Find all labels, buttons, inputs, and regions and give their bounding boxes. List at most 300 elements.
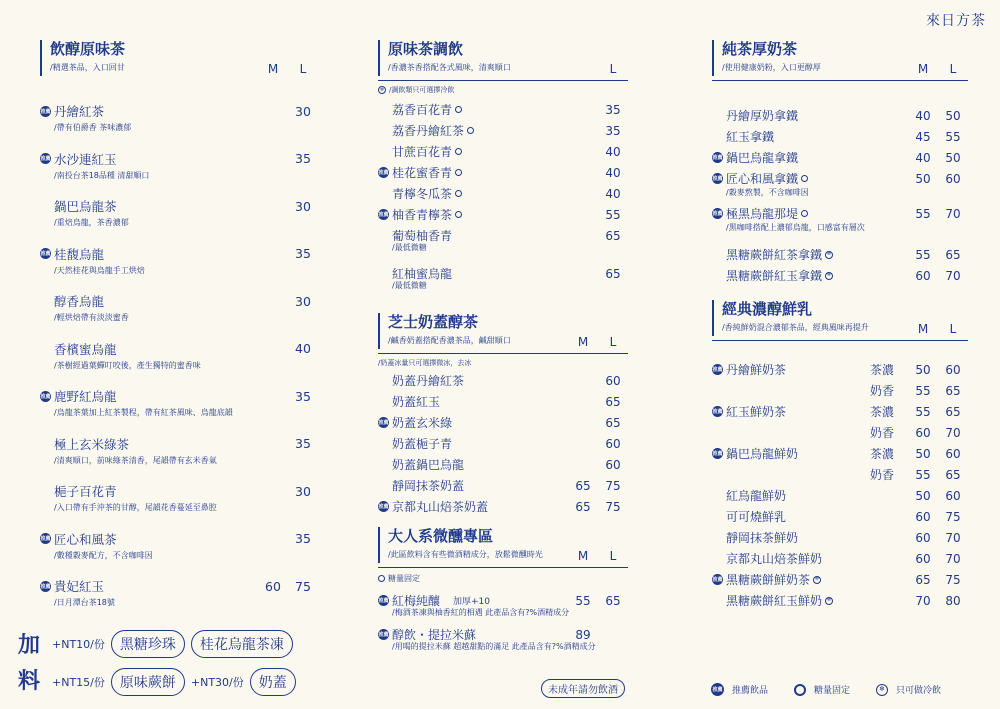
item-name-text: 紅柚蜜烏龍 <box>392 267 453 281</box>
item-price: 60 <box>915 425 931 440</box>
item-name-text: 桂花蜜香青 <box>392 166 453 180</box>
item-name-text: 京都丸山焙茶鮮奶 <box>726 552 823 566</box>
item-name <box>392 592 568 609</box>
item-name-text: 丹繪鮮奶茶 <box>726 363 787 377</box>
item-price: 35 <box>295 531 311 546</box>
item-name <box>392 626 568 643</box>
menu-item[interactable] <box>378 120 628 141</box>
item-price: 60 <box>605 436 621 451</box>
menu-item[interactable] <box>40 245 318 263</box>
menu-block <box>40 150 318 198</box>
item-price: 70 <box>945 551 961 566</box>
menu-item[interactable] <box>712 203 968 224</box>
item-description: /日月潭台茶18號 <box>54 598 115 607</box>
item-mark <box>712 208 726 219</box>
item-name <box>726 529 908 546</box>
menu-item[interactable] <box>712 506 968 527</box>
recommend-icon: 推薦 <box>378 629 389 640</box>
item-price: 30 <box>295 103 311 119</box>
recommend-icon: 推薦 <box>378 417 389 428</box>
item-mark <box>712 448 726 459</box>
menu-item[interactable] <box>712 485 968 506</box>
item-name-text: 鍋巴烏龍鮮奶 <box>726 447 799 461</box>
cold-only-icon: ❄ <box>814 576 820 582</box>
item-price: 60 <box>915 509 931 524</box>
addon-label-2: 料 <box>18 669 41 694</box>
item-mark <box>40 106 54 117</box>
item-name-text: 黑糖蕨餅紅玉鮮奶 <box>726 594 823 608</box>
item-description: /烏龍茶葉加上紅茶製程，帶有紅茶風味、烏龍底韻 <box>54 408 233 417</box>
item-price: 60 <box>915 551 931 566</box>
item-price: 60 <box>915 530 931 545</box>
recommend-icon: 推薦 <box>40 248 51 259</box>
item-price: 65 <box>605 415 621 430</box>
menu-item[interactable] <box>40 482 318 500</box>
item-price: 30 <box>295 293 311 309</box>
item-price: 65 <box>605 394 621 409</box>
item-name <box>726 267 908 284</box>
item-name-text: 黑糖蕨餅紅茶拿鐵 <box>726 248 823 262</box>
recommend-icon: 推薦 <box>712 574 723 585</box>
section-header <box>378 527 628 563</box>
age-warning: 未成年請勿飲酒 <box>541 679 625 698</box>
menu-item[interactable] <box>40 197 318 215</box>
item-name <box>726 403 908 420</box>
menu-item[interactable] <box>712 569 968 590</box>
section-note: ❄ /調飲類只可選擇冷飲 <box>379 86 455 94</box>
menu-item[interactable] <box>712 359 968 380</box>
item-price: 70 <box>945 425 961 440</box>
item-name-text: 桂馥烏龍 <box>54 246 105 262</box>
recommend-icon: 推薦 <box>40 153 51 164</box>
item-price: 40 <box>605 186 621 201</box>
item-name <box>726 149 908 166</box>
item-name-text: 黑糖蕨餅紅玉拿鐵 <box>726 269 823 283</box>
item-name <box>392 372 568 389</box>
menu-item[interactable] <box>378 624 628 645</box>
recommend-icon: 推薦 <box>712 173 723 184</box>
recommend-icon: 推薦 <box>378 209 389 220</box>
item-name-text: 紅玉鮮奶茶 <box>726 405 787 419</box>
item-option: 茶濃 <box>869 405 894 419</box>
item-mark <box>40 153 54 164</box>
item-name-text: 靜岡抹茶奶蓋 <box>392 479 465 493</box>
item-name <box>392 477 568 494</box>
item-option: 茶濃 <box>869 447 894 461</box>
menu-item[interactable] <box>378 454 628 475</box>
item-name-text: 醇香烏龍 <box>54 294 105 309</box>
item-name-text: 奶蓋鍋巴烏龍 <box>392 458 465 472</box>
item-price: 75 <box>295 578 311 594</box>
menu-item[interactable] <box>712 422 968 443</box>
item-price: 65 <box>945 404 961 419</box>
addon-item[interactable]: 桂花烏龍茶凍 <box>191 630 293 658</box>
item-name-text: 荔香百花青 <box>392 103 453 117</box>
item-price: 55 <box>945 129 961 144</box>
section-title: 飲醇原味茶 <box>50 40 126 58</box>
legend-recommend: 推薦 推薦飲品 <box>711 683 768 696</box>
section-subtitle: /香純鮮奶混合濃郁茶品，經典風味再提升 <box>722 323 869 332</box>
section-note: 糖量固定 <box>378 573 628 584</box>
menu-item[interactable] <box>712 527 968 548</box>
recommend-icon: 推薦 <box>378 501 389 512</box>
menu-item[interactable] <box>712 464 968 485</box>
menu-item[interactable] <box>378 162 628 183</box>
item-name <box>54 482 258 500</box>
sugar-fixed-icon <box>801 175 808 182</box>
item-description: /最低微糖 <box>392 281 427 290</box>
menu-block <box>40 102 318 150</box>
section-header <box>712 40 968 76</box>
item-price: 55 <box>575 593 591 608</box>
item-name <box>54 435 258 453</box>
menu-list <box>712 105 968 286</box>
item-name-text: 奶蓋丹繪紅茶 <box>392 374 465 388</box>
menu-item[interactable] <box>40 530 318 548</box>
item-name <box>726 246 908 263</box>
item-price: 70 <box>945 268 961 283</box>
item-name <box>392 435 568 452</box>
cold-only-icon: ❄ <box>826 272 832 278</box>
section-title: 經典濃醇鮮乳 <box>722 300 813 318</box>
size-header: M L <box>917 322 957 336</box>
item-price: 35 <box>295 246 311 261</box>
item-price: 30 <box>295 198 311 214</box>
item-name-text: 鹿野紅烏龍 <box>54 389 117 404</box>
menu-block <box>40 530 318 578</box>
menu-item[interactable] <box>378 225 628 246</box>
sugar-fixed-icon <box>378 575 385 582</box>
item-price: 65 <box>575 499 591 514</box>
section-adult <box>378 527 628 658</box>
item-name <box>54 150 258 168</box>
item-name-text: 丹繪厚奶拿鐵 <box>726 109 799 123</box>
recommend-icon: 推薦 <box>712 208 723 219</box>
item-mark <box>40 581 54 592</box>
item-name <box>392 206 598 223</box>
legend-sugar-fixed: 糖量固定 <box>794 683 850 696</box>
item-name-text: 黑糖蕨餅鮮奶茶 <box>726 573 811 587</box>
item-name-text: 丹繪紅茶 <box>54 104 105 119</box>
item-price: 50 <box>915 446 931 461</box>
item-description: /茶樹經過葉蟬叮咬後，產生獨特的蜜香味 <box>54 360 201 370</box>
menu-item[interactable] <box>712 105 968 126</box>
item-name-text: 紅玉拿鐵 <box>726 130 775 144</box>
item-price: 70 <box>915 593 931 608</box>
recommend-icon: 推薦 <box>40 533 51 544</box>
item-price: 40 <box>605 165 621 180</box>
item-option: 茶濃 <box>869 363 894 377</box>
item-name <box>726 424 908 441</box>
menu-block <box>40 340 318 388</box>
item-option: 奶香 <box>869 426 894 440</box>
menu-block <box>40 482 318 530</box>
item-price: 40 <box>295 341 311 356</box>
item-price: 65 <box>605 228 621 243</box>
cold-only-icon: ❄ <box>876 684 888 696</box>
divider <box>378 353 628 354</box>
item-price: 35 <box>295 151 311 166</box>
sugar-fixed-icon <box>455 211 462 218</box>
item-price: 65 <box>575 478 591 493</box>
item-name-text: 水沙連紅玉 <box>54 151 117 167</box>
item-name <box>726 445 908 462</box>
menu-item[interactable] <box>378 99 628 120</box>
item-price: 70 <box>945 530 961 545</box>
menu-item[interactable] <box>712 590 968 611</box>
addon-item[interactable]: 奶蓋 <box>250 668 296 696</box>
menu-item[interactable] <box>712 168 968 189</box>
item-name <box>392 498 568 515</box>
item-price: 50 <box>915 171 931 186</box>
item-name-text: 甘蔗百花青 <box>392 145 453 159</box>
menu-item[interactable] <box>378 183 628 204</box>
section-header <box>378 40 628 76</box>
menu-item[interactable] <box>378 204 628 225</box>
column-drinks <box>378 40 628 658</box>
menu-item[interactable] <box>378 412 628 433</box>
menu-item[interactable] <box>712 147 968 168</box>
section-subtitle: /香濃茶香搭配各式風味，清爽順口 <box>388 63 511 72</box>
item-mark <box>40 248 54 259</box>
sugar-fixed-icon <box>455 106 462 113</box>
item-extra: 加厚+10 <box>453 597 491 607</box>
size-header: M L <box>577 335 617 349</box>
item-description: /輕烘焙帶有淡淡蜜香 <box>54 313 129 322</box>
item-price: 60 <box>945 362 961 377</box>
section-fresh-milk <box>712 300 968 611</box>
menu-item[interactable] <box>378 496 628 517</box>
addon-price: +NT10/份 <box>52 638 105 651</box>
item-name-text: 奶蓋紅玉 <box>392 395 441 409</box>
item-name-text: 醇飲・提拉米蘇 <box>392 628 477 642</box>
sugar-fixed-icon <box>467 127 474 134</box>
menu-item[interactable] <box>378 590 628 611</box>
item-mark <box>712 406 726 417</box>
item-name-text: 靜岡抹茶鮮奶 <box>726 531 799 545</box>
recommend-icon: 推薦 <box>712 364 723 375</box>
section-title: 純茶厚奶茶 <box>722 40 798 58</box>
item-name <box>726 170 908 187</box>
menu-item[interactable] <box>712 548 968 569</box>
recommend-icon: 推薦 <box>711 683 724 696</box>
menu-list <box>378 370 628 517</box>
item-description: /重焙烏龍，茶香濃郁 <box>54 218 129 227</box>
item-price: 60 <box>915 268 931 283</box>
item-name-text: 青檸冬瓜茶 <box>392 187 453 201</box>
item-mark <box>378 167 392 178</box>
item-name-text: 匠心和風茶 <box>54 531 117 547</box>
item-price: 50 <box>915 488 931 503</box>
section-subtitle: /使用健康奶粉，入口更醇厚 <box>722 63 821 72</box>
menu-item[interactable] <box>40 150 318 168</box>
item-name-text: 可可燒鮮乳 <box>726 510 787 524</box>
item-price: 75 <box>605 499 621 514</box>
item-name-text: 貴妃紅玉 <box>54 579 105 594</box>
item-mark <box>40 391 54 402</box>
item-name <box>392 143 598 160</box>
item-name <box>392 227 598 244</box>
item-description: /天然桂花與烏龍手工烘焙 <box>54 265 145 275</box>
item-price: 65 <box>945 247 961 262</box>
item-price: 65 <box>605 266 621 281</box>
menu-item[interactable] <box>378 370 628 391</box>
addon-section <box>18 626 328 704</box>
item-name-text: 極黑烏龍那堤 <box>726 207 799 221</box>
menu-item[interactable] <box>378 391 628 412</box>
item-mark <box>712 152 726 163</box>
recommend-icon: 推薦 <box>40 391 51 402</box>
addon-item[interactable]: 原味蕨餅 <box>111 668 185 696</box>
menu-item[interactable] <box>40 577 318 595</box>
item-name-text: 鍋巴烏龍拿鐵 <box>726 151 799 165</box>
item-price: 45 <box>915 129 931 144</box>
section-subtitle: /此區飲料含有些微酒精成分，放鬆微醺時光 <box>388 550 543 559</box>
item-name <box>54 530 258 548</box>
divider <box>378 567 628 568</box>
item-description: /數種穀麥配方，不含咖啡因 <box>54 550 153 560</box>
item-price: 75 <box>605 478 621 493</box>
menu-item[interactable] <box>378 433 628 454</box>
spacer <box>378 253 628 263</box>
addon-price: +NT15/份 <box>52 676 105 689</box>
item-price: 55 <box>915 404 931 419</box>
menu-item[interactable] <box>40 387 318 405</box>
item-name <box>726 361 908 378</box>
item-price: 60 <box>605 373 621 388</box>
menu-item[interactable] <box>712 265 968 286</box>
item-mark <box>378 417 392 428</box>
item-price: 35 <box>295 436 311 451</box>
spacer <box>378 291 628 301</box>
item-price: 65 <box>915 572 931 587</box>
item-name <box>54 245 258 263</box>
menu-block <box>40 387 318 435</box>
item-name <box>54 577 258 595</box>
menu-item[interactable] <box>40 292 318 310</box>
item-name-text: 荔香丹繪紅茶 <box>392 124 465 138</box>
item-name <box>392 414 568 431</box>
item-name <box>54 387 258 405</box>
item-name <box>726 205 908 222</box>
menu-block <box>40 435 318 483</box>
item-name-text: 鍋巴烏龍茶 <box>54 199 117 214</box>
item-name-text: 葡萄柚香青 <box>392 229 453 243</box>
menu-item[interactable] <box>40 102 318 120</box>
menu-item[interactable] <box>712 443 968 464</box>
item-name-text: 香檳蜜烏龍 <box>54 341 117 357</box>
item-mark <box>712 364 726 375</box>
menu-block <box>40 292 318 340</box>
recommend-icon: 推薦 <box>378 167 389 178</box>
item-mark <box>378 629 392 640</box>
sugar-fixed-icon <box>455 190 462 197</box>
menu-item[interactable] <box>378 263 628 284</box>
item-name <box>726 382 908 399</box>
section-milk-tea <box>712 40 968 286</box>
menu-item[interactable] <box>712 126 968 147</box>
section-title: 大人系微醺專區 <box>388 527 494 545</box>
item-price: 60 <box>265 578 281 594</box>
item-price: 60 <box>945 446 961 461</box>
divider <box>712 80 968 81</box>
legend <box>711 683 941 696</box>
item-price: 40 <box>605 144 621 159</box>
menu-item[interactable] <box>40 435 318 453</box>
section-note: /奶蓋冰量只可選擇微冰，去冰 <box>378 359 472 367</box>
menu-list <box>712 359 968 611</box>
item-mark <box>712 173 726 184</box>
item-price: 65 <box>945 467 961 482</box>
item-price: 75 <box>945 572 961 587</box>
recommend-icon: 推薦 <box>712 448 723 459</box>
item-name <box>392 456 568 473</box>
item-name-text: 紅梅純釀 <box>392 594 441 608</box>
menu-item[interactable] <box>712 244 968 265</box>
item-price: 60 <box>945 171 961 186</box>
item-mark <box>378 501 392 512</box>
item-option: 奶香 <box>869 384 894 398</box>
section-cheese-foam <box>378 313 628 517</box>
item-description: /最低微糖 <box>392 243 427 252</box>
menu-item[interactable] <box>712 401 968 422</box>
item-description: /梅酒茶凍與柚香紅的相遇 此產品含有?%酒精成分 <box>392 608 570 617</box>
item-name-text: 梔子百花青 <box>54 484 117 499</box>
item-name <box>54 197 258 215</box>
sugar-fixed-icon <box>455 169 462 176</box>
item-name <box>726 487 908 504</box>
divider <box>712 340 968 341</box>
menu-item[interactable] <box>40 340 318 358</box>
item-name <box>726 107 908 124</box>
item-price: 35 <box>605 102 621 117</box>
section-header <box>378 313 628 349</box>
item-name-text: 極上玄米綠茶 <box>54 436 130 452</box>
item-price: 40 <box>915 150 931 165</box>
item-name <box>54 102 258 120</box>
section-tea-mix <box>378 40 628 301</box>
section-header <box>40 40 318 76</box>
cold-only-icon: ❄ <box>826 251 832 257</box>
size-header: M L <box>577 549 617 563</box>
item-description: /用喝的提拉米蘇 超越甜點的滿足 此產品含有?%酒精成分 <box>392 642 596 651</box>
item-name-text: 奶蓋玄米綠 <box>392 416 453 430</box>
menu-item[interactable] <box>378 141 628 162</box>
section-title: 原味茶調飲 <box>388 40 464 58</box>
item-price: 30 <box>295 483 311 499</box>
sugar-fixed-icon <box>455 148 462 155</box>
item-mark <box>40 533 54 544</box>
menu-block <box>40 577 318 625</box>
item-name <box>392 185 598 202</box>
item-name <box>726 128 908 145</box>
addon-item[interactable]: 黑糖珍珠 <box>111 630 185 658</box>
menu-item[interactable] <box>378 475 628 496</box>
brand-logo: 來日方茶 <box>926 13 986 29</box>
size-header: M L <box>267 62 307 76</box>
item-name <box>726 466 908 483</box>
item-name <box>392 122 598 139</box>
item-description: /入口帶有手沖茶的甘醇，尾韻花香蔓延至鼻腔 <box>54 503 217 512</box>
item-description: /黑咖啡搭配上濃郁烏龍，口感富有層次 <box>726 223 865 232</box>
item-price: 89 <box>575 627 591 642</box>
recommend-icon: 推薦 <box>40 106 51 117</box>
item-price: 70 <box>945 206 961 221</box>
menu-item[interactable] <box>712 380 968 401</box>
item-option: 奶香 <box>869 468 894 482</box>
menu-list <box>378 590 628 658</box>
item-price: 80 <box>945 593 961 608</box>
